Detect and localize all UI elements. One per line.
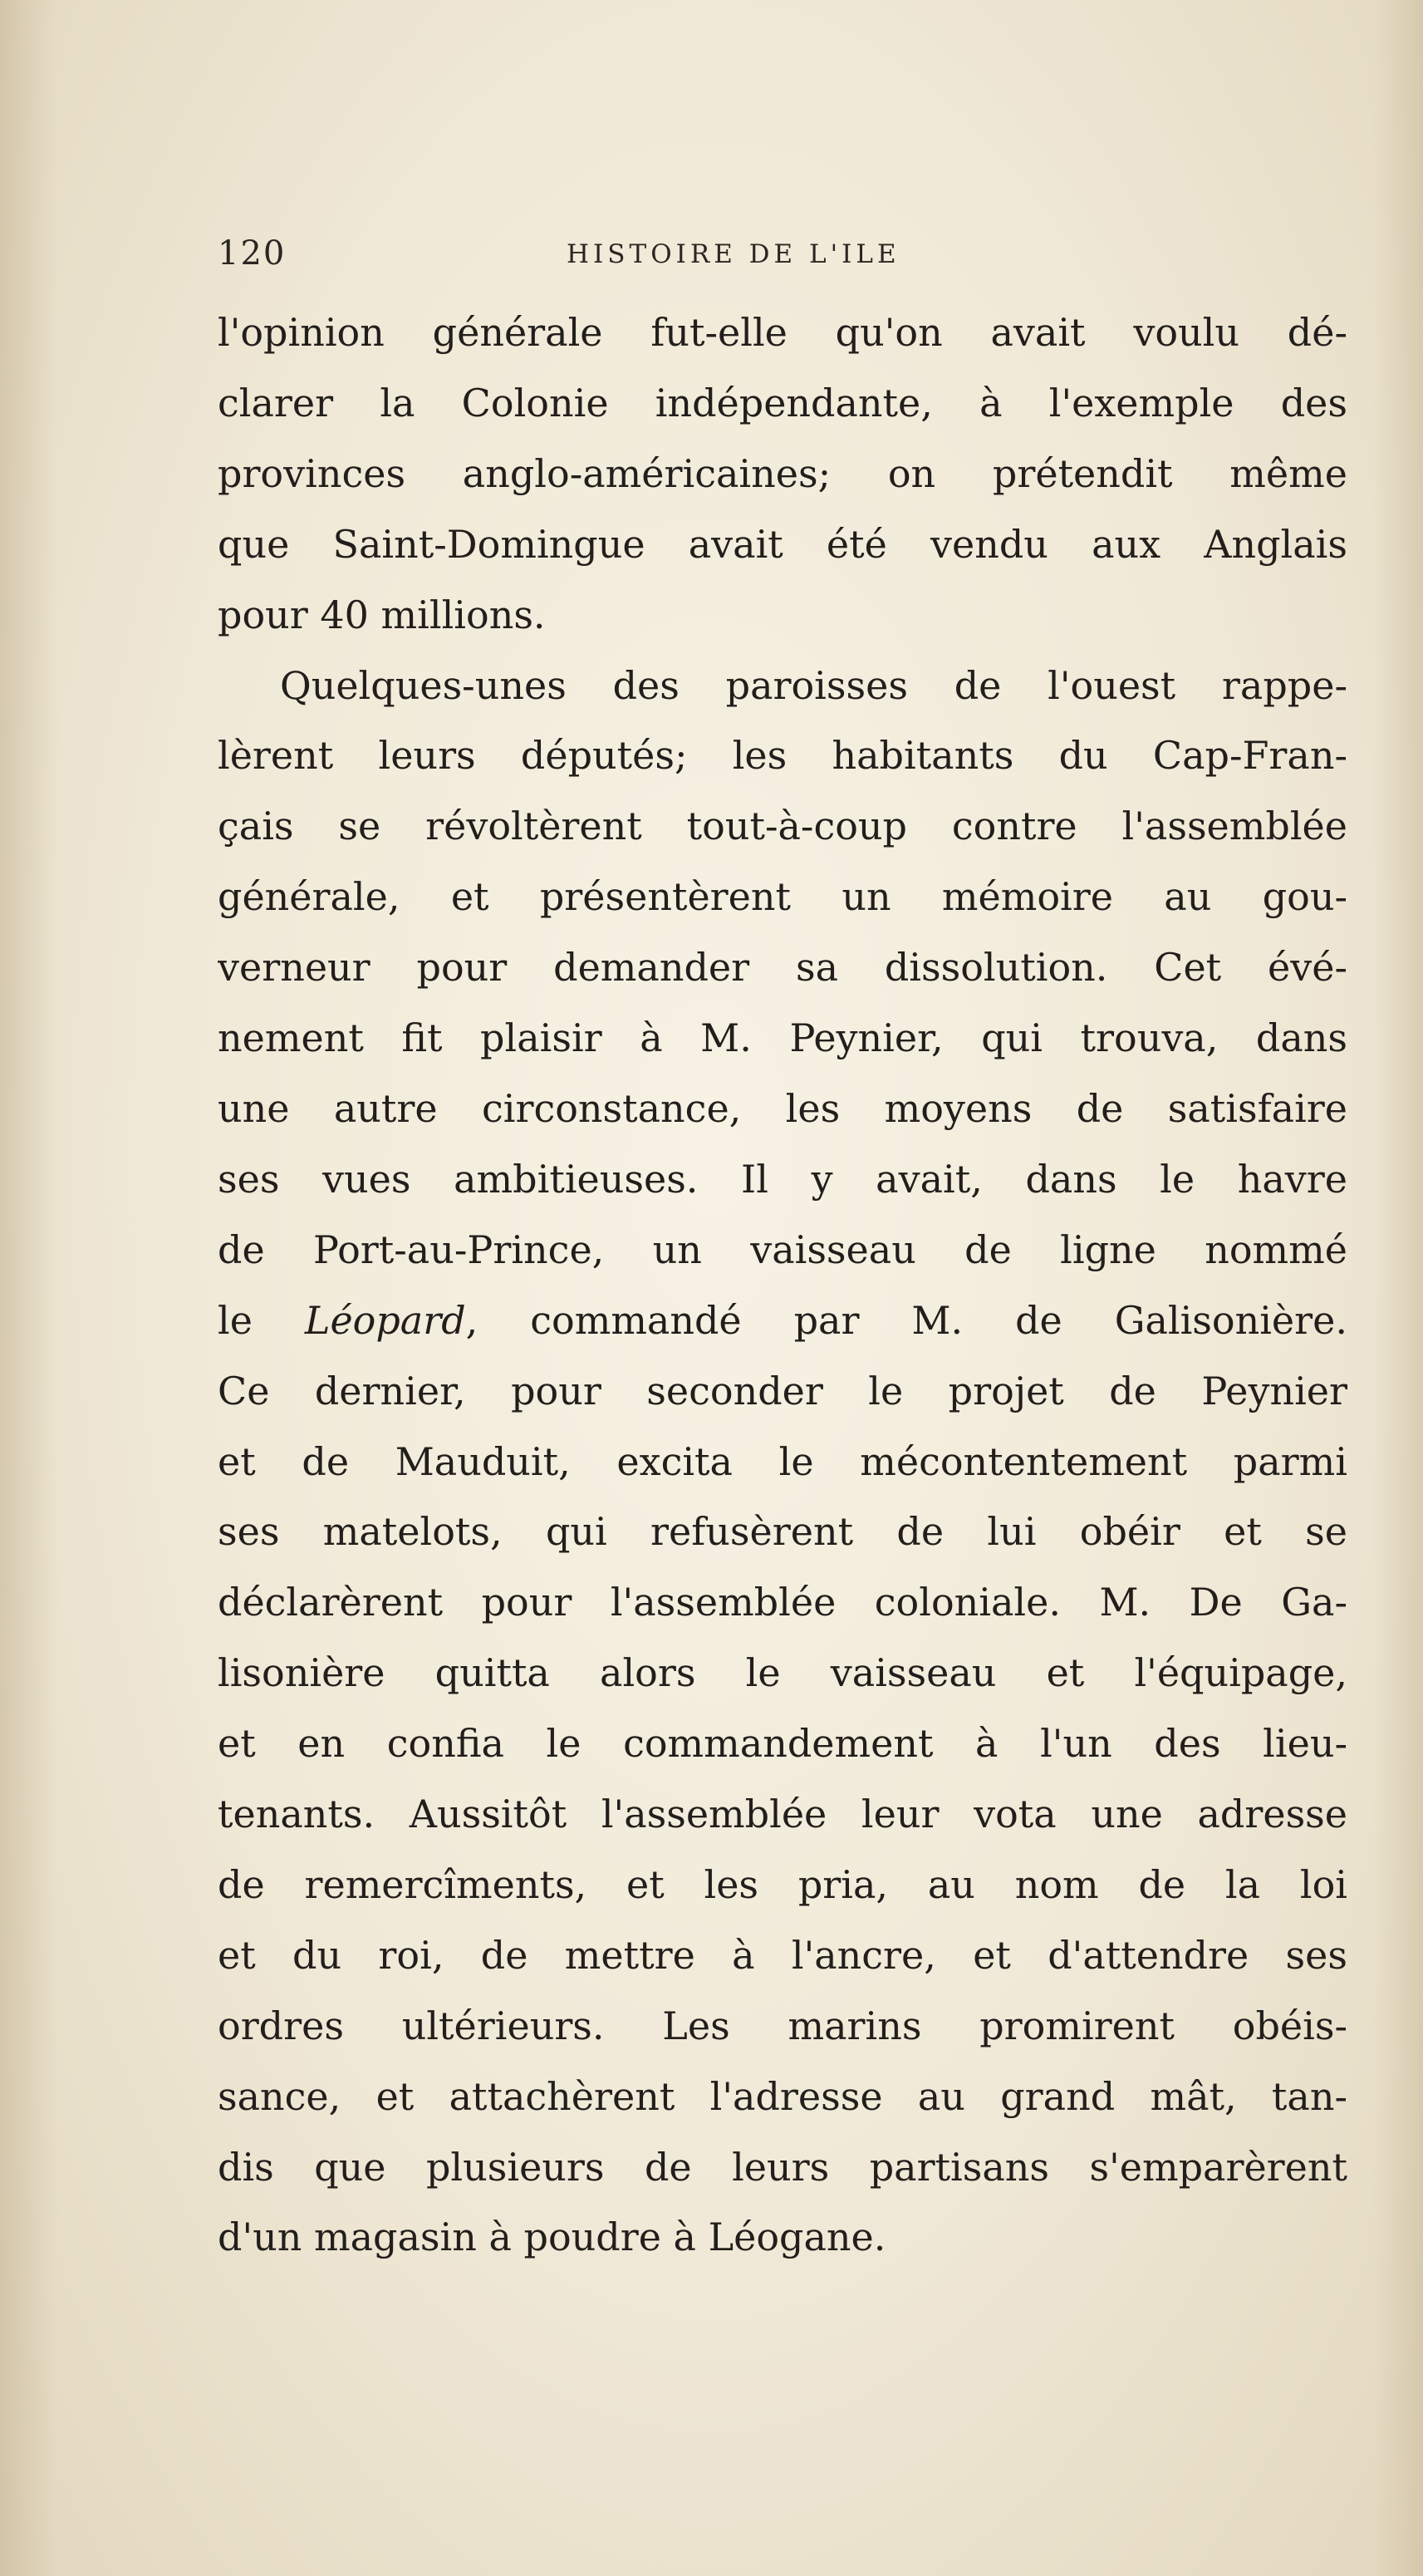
- text-line: pour 40 millions.: [218, 592, 546, 637]
- text-line: provinces anglo-américaines; on prétendit même: [218, 450, 1347, 496]
- text-line: Quelques-unes des paroisses de l'ouest rappe-: [280, 662, 1347, 708]
- paragraph-1: [218, 297, 1347, 651]
- text-line: çais se révoltèrent tout-à-coup contre l'assemblée: [218, 804, 1347, 849]
- paragraph-2: [218, 651, 1347, 2274]
- text-line: le Léopard, commandé par M. de Galisonière.: [218, 1297, 1347, 1343]
- running-head: HISTOIRE DE L'ILE: [567, 239, 900, 269]
- text-line: ordres ultérieurs. Les marins promirent obéis-: [218, 2003, 1347, 2048]
- text-line: et du roi, de mettre à l'ancre, et d'attendre ses: [218, 1932, 1347, 1978]
- text-line: une autre circonstance, les moyens de satisfaire: [218, 1085, 1347, 1131]
- text-line: clarer la Colonie indépendante, à l'exemple des: [218, 380, 1347, 425]
- text-line: l'opinion générale fut-elle qu'on avait voulu dé-: [218, 310, 1347, 355]
- text-line: dis que plusieurs de leurs partisans s'emparèrent: [218, 2144, 1347, 2190]
- text-line: ses matelots, qui refusèrent de lui obéir et se: [218, 1509, 1347, 1555]
- text-line: que Saint-Domingue avait été vendu aux Anglais: [218, 521, 1347, 567]
- text-line: nement fit plaisir à M. Peynier, qui trouva, dans: [218, 1015, 1347, 1061]
- page-number: 120: [218, 234, 287, 273]
- ship-name: Léopard: [304, 1297, 466, 1343]
- text-line: Ce dernier, pour seconder le projet de Peynier: [218, 1368, 1347, 1413]
- page-shadow-right: [1373, 0, 1423, 2576]
- text-line: et en confia le commandement à l'un des lieu-: [218, 1721, 1347, 1767]
- text-line: lèrent leurs députés; les habitants du Cap-Fran-: [218, 733, 1347, 779]
- text-line: sance, et attachèrent l'adresse au grand mât, tan-: [218, 2073, 1347, 2119]
- text-line: lisonière quitta alors le vaisseau et l'équipage,: [218, 1650, 1347, 1696]
- text-line: d'un magasin à poudre à Léogane.: [218, 2215, 886, 2260]
- page-shadow-left: [0, 0, 58, 2576]
- page-header: [218, 234, 1347, 284]
- body-text: [218, 297, 1347, 2273]
- text-line: et de Mauduit, excita le mécontentement parmi: [218, 1438, 1347, 1484]
- text-line: ses vues ambitieuses. Il y avait, dans le havre: [218, 1156, 1347, 1202]
- text-line: tenants. Aussitôt l'assemblée leur vota une adresse: [218, 1792, 1347, 1837]
- text-line: générale, et présentèrent un mémoire au gou-: [218, 874, 1347, 920]
- text-line: déclarèrent pour l'assemblée coloniale. M. De Ga-: [218, 1580, 1347, 1625]
- text-line: verneur pour demander sa dissolution. Cet évé-: [218, 945, 1347, 991]
- text-line: de remercîments, et les pria, au nom de la loi: [218, 1861, 1347, 1907]
- text-line: de Port-au-Prince, un vaisseau de ligne nommé: [218, 1227, 1347, 1272]
